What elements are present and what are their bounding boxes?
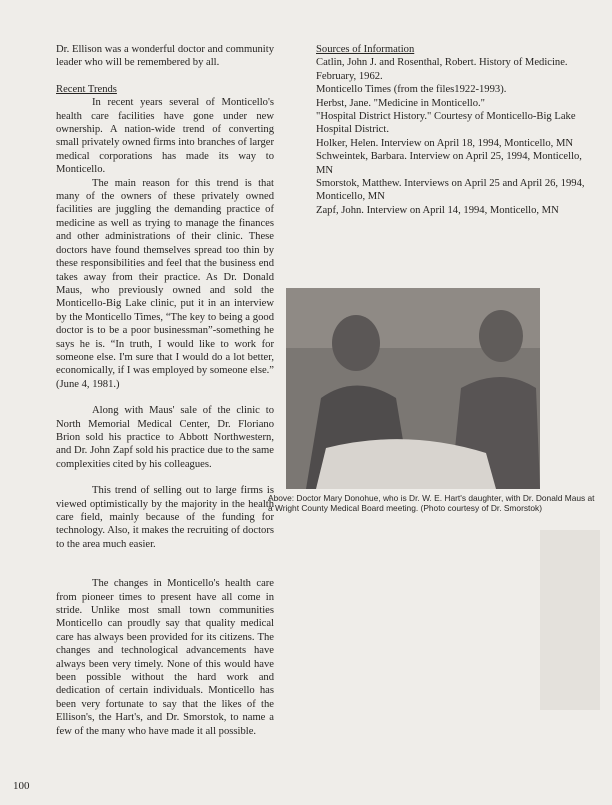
- body-paragraph: The main reason for this trend is that many of the owners of these privately owned facilities are juggling the demanding practice of medicine as well as trying to manage the finances and other administrations of their clinic. These doctors have found themselves spread too thin by these responsibilities and feel that the business end takes away from their practice. As Dr. Donald Maus, who previously owned and sold the Monticello-Big Lake clinic, put it in an interview by the Monticello Times, “The key to being a good doctor is to be a poor businessman”-something he says he is. “In truth, I would like to work for someone else. I'm sure that I would do a lot better, economically, if I was employed by someone else.” (June 4, 1981.): [56, 177, 274, 390]
- source-entry: Monticello Times (from the files1922-1993).: [316, 84, 507, 96]
- section-heading: Recent Trends: [56, 83, 117, 95]
- source-entry: Zapf, John. Interview on April 14, 1994, Monticello, MN: [316, 204, 559, 216]
- body-paragraph: Along with Maus' sale of the clinic to North Memorial Medical Center, Dr. Floriano Brion sold his practice to Abbott Northwestern, and Dr. John Zapf sold his practice due to the same complexities cited by his colleagues.: [56, 405, 274, 470]
- body-paragraph: This trend of selling out to large firms is viewed optimistically by the majority in the health care field, mainly because of the funding for technology. Also, it makes the recruiting of doctors to the area much easier.: [56, 485, 274, 550]
- bleed-through-shadow: [540, 530, 600, 710]
- body-paragraph: The changes in Monticello's health care from pioneer times to present have all come in stride. Unlike most small town communities Monticello can proudly say that quality medical care has always been provided for its citizens. The changes and technological advancements have always been very timely. None of this would have been possible without the hard work and dedication of certain individuals. Monticello has been very fortunate to say that the likes of the Ellison's, the Hart's, and Dr. Smorstok, to name a few of the many who have made it all possible.: [56, 578, 274, 737]
- source-entry: Herbst, Jane. "Medicine in Monticello.": [316, 97, 485, 109]
- page-number: 100: [13, 780, 30, 792]
- source-entry: "Hospital District History." Courtesy of Monticello-Big Lake Hospital District.: [316, 111, 576, 136]
- body-paragraph: In recent years several of Monticello's health care facilities have gone under new ownership. A nation-wide trend of converting small privately owned firms into branches of larger medical corporations has made its way to Monticello.: [56, 97, 274, 176]
- source-entry: Holker, Helen. Interview on April 18, 1994, Monticello, MN: [316, 137, 574, 149]
- intro-paragraph: Dr. Ellison was a wonderful doctor and community leader who will be remembered by all.: [56, 44, 274, 69]
- photo-illustration: [286, 288, 540, 489]
- source-entry: Smorstok, Matthew. Interviews on April 25 and April 26, 1994, Monticello, MN: [316, 178, 585, 203]
- source-entry: Schweintek, Barbara. Interview on April 25, 1994, Monticello, MN: [316, 151, 582, 176]
- left-column: [56, 43, 274, 738]
- sources-heading: Sources of Information: [316, 44, 415, 55]
- photo-caption: Above: Doctor Mary Donohue, who is Dr. W. E. Hart's daughter, with Dr. Donald Maus at a Wright County Medical Board meeting. (Photo courtesy of Dr. Smorstok): [268, 493, 595, 514]
- source-entry: Catlin, John J. and Rosenthal, Robert. History of Medicine. February, 1962.: [316, 57, 568, 82]
- sources-column: [316, 43, 593, 217]
- photo: [286, 288, 540, 489]
